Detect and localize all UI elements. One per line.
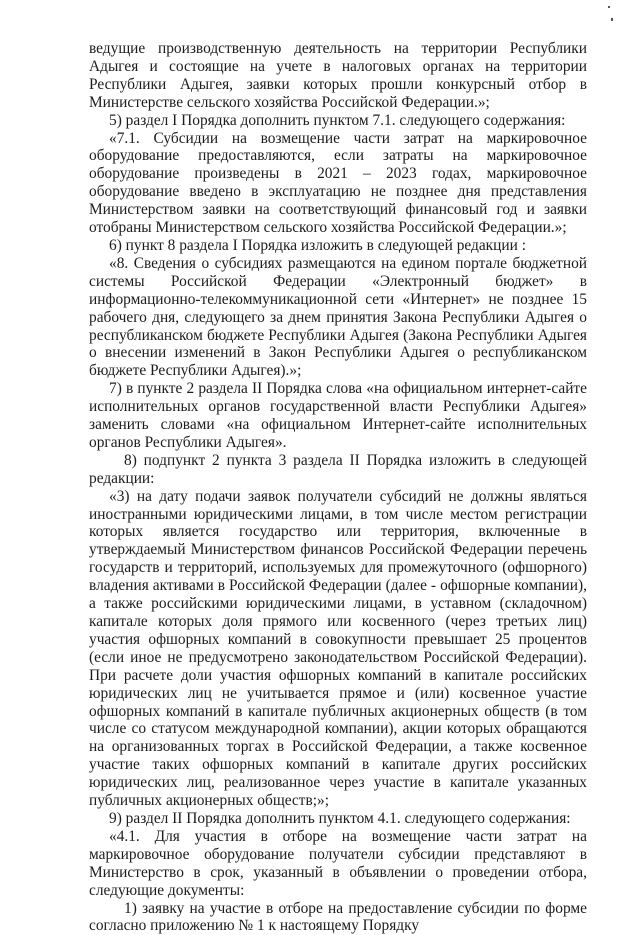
- paragraph-quote-4-1: «4.1. Для участия в отборе на возмещение части затрат на маркировочное оборудование получатели субсидии представляют в Министерство в срок, указанный в объявлении о проведении отбора, следующие документы:: [89, 828, 587, 900]
- paragraph-quote-7-1: «7.1. Субсидии на возмещение части затрат на маркировочное оборудование предоставляются, если затраты на маркировочное оборудование произведены в 2021 – 2023 годах, маркировочное оборудование введено в эксплуатацию не позднее дня представления Министерством заявки на соответствующий финансовый год и заявки отобраны Министерством сельского хозяйства Российской Федерации.»;: [89, 130, 587, 237]
- paragraph-item-8: 8) подпункт 2 пункта 3 раздела II Порядка изложить в следующей редакции:: [89, 452, 587, 488]
- paragraph-item-6: 6) пункт 8 раздела I Порядка изложить в следующей редакции :: [89, 237, 587, 255]
- paragraph-quote-3: «3) на дату подачи заявок получатели субсидий не должны являться иностранными юридическими лицами, в том числе местом регистрации которых является государство или территория, включенные в утверждаемый Министерством финансов Российской Федерации перечень государств и территорий, используемых для промежуточного (офшорного) владения активами в Российской Федерации (далее - офшорные компании), а также российскими юридическими лицами, в уставном (складочном) капитале которых доля прямого или косвенного (через третьих лиц) участия офшорных компаний в совокупности превышает 25 процентов (если иное не предусмотрено законодательством Российской Федерации). При расчете доли участия офшорных компаний в капитале российских юридических лиц не учитывается прямое и (или) косвенное участие офшорных компаний в капитале публичных акционерных обществ (в том числе со статусом международной компании), акции которых обращаются на организованных торгах в Российской Федерации, а также косвенное участие таких офшорных компаний в капитале других российских юридических лиц, реализованное через участие в капитале указанных публичных акционерных обществ;»;: [89, 488, 587, 810]
- paragraph-item-7: 7) в пункте 2 раздела II Порядка слова «на официальном интернет-сайте исполнительных органов государственной власти Республики Адыгея» заменить словами «на официальном Интернет-сайте исполнительных органов Республики Адыгея».: [89, 380, 587, 452]
- paragraph-item-9: 9) раздел II Порядка дополнить пунктом 4.1. следующего содержания:: [89, 810, 587, 828]
- scan-speck: [611, 18, 613, 21]
- document-body: [89, 40, 587, 935]
- paragraph-subitem-1: 1) заявку на участие в отборе на предоставление субсидии по форме согласно приложению № 1 к настоящему Порядку: [89, 900, 587, 935]
- paragraph-item-5: 5) раздел I Порядка дополнить пунктом 7.1. следующего содержания:: [89, 112, 587, 130]
- paragraph-continuation: ведущие производственную деятельность на территории Республики Адыгея и состоящие на учете в налоговых органах на территории Республики Адыгея, заявки которых прошли конкурсный отбор в Министерстве сельского хозяйства Российской Федерации.»;: [89, 40, 587, 112]
- paragraph-quote-8: «8. Сведения о субсидиях размещаются на едином портале бюджетной системы Российской Федерации «Электронный бюджет» в информационно-телекоммуникационной сети «Интернет» не позднее 15 рабочего дня, следующего за днем принятия Закона Республики Адыгея о республиканском бюджете Республики Адыгея (Закона Республики Адыгея о внесении изменений в Закон Республики Адыгея о республиканском бюджете Республики Адыгея).»;: [89, 255, 587, 380]
- scan-speck: [608, 6, 610, 8]
